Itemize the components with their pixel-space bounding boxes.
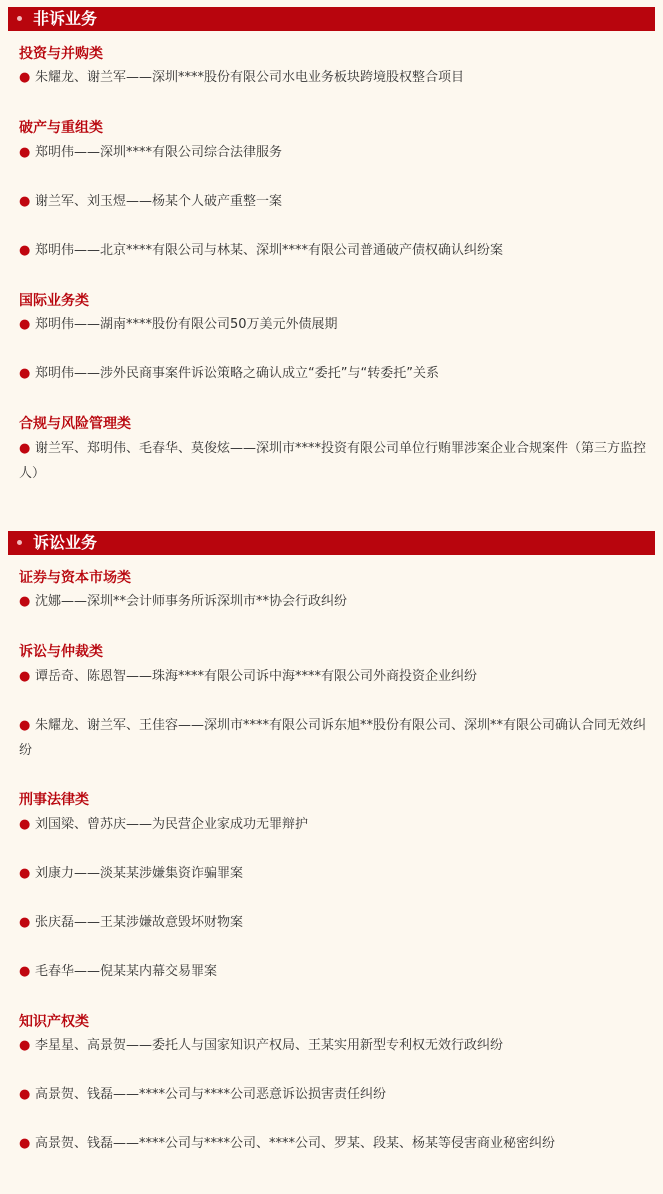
section-banner-nonlitigation [8, 7, 655, 31]
bullet-dot-icon: ● [19, 718, 31, 733]
bullet-dot-icon: ● [19, 817, 31, 832]
list-item: ● 朱耀龙、谢兰军——深圳****股份有限公司水电业务板块跨境股权整合项目 [19, 65, 649, 90]
category-title: 投资与并购类 [19, 46, 103, 62]
bullet-dot-icon: ● [19, 145, 31, 160]
category-title: 合规与风险管理类 [19, 416, 131, 432]
list-item: ● 郑明伟——深圳****有限公司综合法律服务 [19, 140, 649, 165]
category-title: 证券与资本市场类 [19, 570, 131, 586]
list-item: ● 沈娜——深圳**会计师事务所诉深圳市**协会行政纠纷 [19, 589, 649, 614]
section-title: 非诉业务 [33, 9, 98, 28]
section-banner-litigation [8, 531, 655, 555]
banner-dot-icon [17, 16, 22, 21]
list-item: ● 刘国梁、曾苏庆——为民营企业家成功无罪辩护 [19, 812, 649, 837]
bullet-dot-icon: ● [19, 594, 31, 609]
list-item: ● 刘康力——淡某某涉嫌集资诈骗罪案 [19, 861, 649, 886]
bullet-dot-icon: ● [19, 194, 31, 209]
bullet-dot-icon: ● [19, 1136, 31, 1151]
category-title: 刑事法律类 [19, 792, 89, 808]
bullet-dot-icon: ● [19, 915, 31, 930]
list-item: ● 郑明伟——北京****有限公司与林某、深圳****有限公司普通破产债权确认纠纷案 [19, 238, 649, 263]
bullet-dot-icon: ● [19, 1087, 31, 1102]
bullet-dot-icon: ● [19, 366, 31, 381]
bullet-dot-icon: ● [19, 243, 31, 258]
category-title: 破产与重组类 [19, 120, 103, 136]
list-item: ● 张庆磊——王某涉嫌故意毁坏财物案 [19, 910, 649, 935]
list-item: ● 谭岳奇、陈恩智——珠海****有限公司诉中海****有限公司外商投资企业纠纷 [19, 664, 649, 689]
category-title: 知识产权类 [19, 1014, 89, 1030]
banner-dot-icon [17, 540, 22, 545]
bullet-dot-icon: ● [19, 70, 31, 85]
bullet-dot-icon: ● [19, 441, 31, 456]
bullet-dot-icon: ● [19, 1038, 31, 1053]
list-item: ● 李星星、高景贺——委托人与国家知识产权局、王某实用新型专利权无效行政纠纷 [19, 1033, 649, 1058]
bullet-dot-icon: ● [19, 866, 31, 881]
section-title: 诉讼业务 [33, 533, 98, 552]
list-item: ● 郑明伟——涉外民商事案件诉讼策略之确认成立“委托”与“转委托”关系 [19, 361, 649, 386]
bullet-dot-icon: ● [19, 669, 31, 684]
category-title: 诉讼与仲裁类 [19, 644, 103, 660]
list-item: ● 朱耀龙、谢兰军、王佳容——深圳市****有限公司诉东旭**股份有限公司、深圳**有限公司确认合同无效纠纷 [19, 713, 649, 763]
category-title: 国际业务类 [19, 293, 89, 309]
list-item: ● 高景贺、钱磊——****公司与****公司恶意诉讼损害责任纠纷 [19, 1082, 649, 1107]
list-item: ● 谢兰军、郑明伟、毛春华、莫俊炫——深圳市****投资有限公司单位行贿罪涉案企业合规案件（第三方监控人） [19, 436, 649, 486]
list-item: ● 高景贺、钱磊——****公司与****公司、****公司、罗某、段某、杨某等侵害商业秘密纠纷 [19, 1131, 649, 1156]
bullet-dot-icon: ● [19, 317, 31, 332]
list-item: ● 谢兰军、刘玉煜——杨某个人破产重整一案 [19, 189, 649, 214]
bullet-dot-icon: ● [19, 964, 31, 979]
list-item: ● 郑明伟——湖南****股份有限公司50万美元外债展期 [19, 312, 649, 337]
list-item: ● 毛春华——倪某某内幕交易罪案 [19, 959, 649, 984]
